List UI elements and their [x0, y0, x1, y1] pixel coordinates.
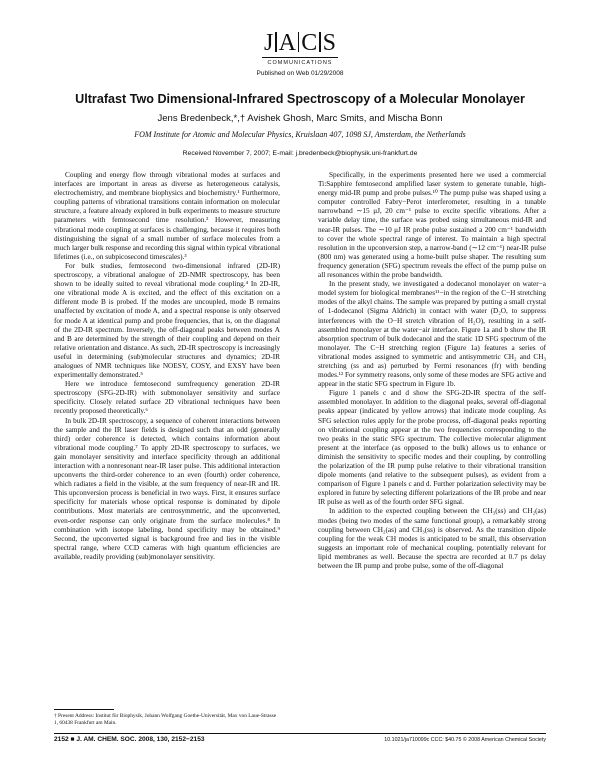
- journal-logo: [262, 30, 338, 66]
- body-paragraph: In the present study, we investigated a dodecanol monolayer on water−a model system for biological membranes¹¹−in the region of the C−H stretching modes of the alkyl chains. The sample was prepared by putting a small crystal of 1-dodecanol (Sigma Aldrich) in contact with water (D₂O, to suppress interferences with the O−H stretch vibration of H₂O), resulting in a self-assembled monolayer at the water−air interface. Figure 1a and b show the IR absorption spectrum of bulk dodecanol and the static 1D SFG spectrum of the monolayer. The C−H stretching region (Figure 1a) features a series of vibrational modes assigned to symmetric and antisymmetric CH₂ and CH₃ stretching (ss and as) perturbed by Fermi resonances (fr) with bending modes.¹² For symmetry reasons, only some of these modes are SFG active and appear in the static SFG spectrum in Figure 1b.: [318, 280, 546, 389]
- body-paragraph: Coupling and energy flow through vibrational modes at surfaces and interfaces are important in areas as diverse as heterogeneous catalysis, electrochemistry, and membrane biophysics and biochemistry.¹ Furthermore, coupling patterns of vibrational transitions contain information on molecular structure, a feature already explored in bulk experiments to measure structure parameters with femtosecond time resolution.² However, measuring vibrational mode coupling at surfaces is challenging, because it requires both distinguishing the signal of a small number of surface molecules from a much larger bulk response and recording this signal within typical vibrational lifetimes (i.e., on subpicosecond timescales).³: [54, 171, 280, 261]
- doi-copyright: 10.1021/ja710099c CCC: $40.75 © 2008 American Chemical Society: [384, 737, 546, 743]
- footnote-divider: [54, 709, 114, 710]
- footer-divider: [54, 733, 546, 734]
- body-paragraph: For bulk studies, femtosecond two-dimensional infrared (2D-IR) spectroscopy, a vibrational analogue of 2D-NMR spectroscopy, has been shown to be ideally suited to reveal vibrational mode coupling.⁴ In 2D-IR, one vibrational mode A is excited, and the effect of this excitation on a different mode B is probed. If the modes are uncoupled, mode B remains unaffected by excitation of mode A, and a spectral response is only observed for mode A at identical pump and probe frequencies, that is, on the diagonal of the 2D-IR spectrum. Inversely, the off-diagonal peaks between modes A and B are determined by the strength of their coupling and depend on their relative orientation and distance. As such, 2D-IR spectroscopy is increasingly useful in determining (sub)molecular structures and dynamics; 2D-IR analogues of NMR techniques like NOESY, COSY, and EXSY have been experimentally demonstrated.⁵: [54, 261, 280, 380]
- author-list: Jens Bredenbeck,*,† Avishek Ghosh, Marc Smits, and Mischa Bonn: [157, 113, 443, 124]
- left-column: [54, 171, 280, 562]
- article-title: Ultrafast Two Dimensional-Infrared Spectroscopy of a Molecular Monolayer: [75, 92, 525, 106]
- jacs-wordmark: J A C S: [264, 30, 336, 56]
- body-paragraph: Figure 1 panels c and d show the SFG-2D-IR spectra of the self-assembled monolayer. In addition to the diagonal peaks, several off-diagonal peaks appear (indicated by yellow arrows) that indicate mode coupling. As SFG selection rules apply for the probe process, off-diagonal peaks reporting on vibrational coupling appear at the two frequencies corresponding to the two peaks in the static SFG spectrum. The collective molecular alignment present at the interface (as opposed to the bulk) allows us to enhance or diminish the sensitivity to specific modes and their coupling, by controlling the polarization of the IR pump pulse relative to their vibrational transition dipole moments (and relative to the subsequent pulses), as evident from a comparison of Figure 1 panels c and d. Further polarization selectivity may be explored in future by selecting different polarizations of the IR probe and near IR pulse as well as of the fourth order SFG signal.: [318, 389, 546, 507]
- logo-subtitle: COMMUNICATIONS: [262, 57, 338, 66]
- body-paragraph: In bulk 2D-IR spectroscopy, a sequence of coherent interactions between the sample and the IR laser fields is designed such that an odd (generally third) order coherence is detected, which contains information about vibrational mode coupling.⁷ To apply 2D-IR spectroscopy to surfaces, we gain monolayer sensitivity and interface specificity through an additional interaction with a nonresonant near-IR laser pulse. This additional interaction upconverts the third-order coherence to an even (fourth) order coherence, which radiates a field in the visible, at the sum frequency of near-IR and IR. This upconversion process is beneficial in two ways. First, it ensures surface specificity for materials whose optical response is dominated by dipole contributions. Most materials are centrosymmetric, and the upconverted, even-order response can only originate from the surface molecules.⁸ In combination with isotope labeling, bond specificity may be obtained.⁹ Second, the upconverted signal is background free and lies in the visible spectral range, where CCD cameras with high quantum efficiencies are available, readily providing (sub)monolayer sensitivity.: [54, 416, 280, 561]
- publication-date: Published on Web 01/29/2008: [256, 70, 344, 77]
- footnote: † Present Address: Institut für Biophysik, Johann Wolfgang Goethe-Universität, Max von Laue-Strasse 1, 60438 Frankfurt am Main.: [54, 713, 277, 726]
- right-column: [318, 171, 546, 571]
- body-paragraph: Specifically, in the experiments presented here we used a commercial Ti:Sapphire femtosecond amplified laser system to generate tunable, high-energy mid-IR pump and probe pulses.¹⁰ The pump pulse was shaped using a computer controlled Fabry−Perot interferometer, resulting in a tunable narrowband ∼15 μJ, 20 cm⁻¹ pulse to excite specific vibrations. After a variable delay time, the surface was probed using simultaneous mid-IR and near-IR pulses. The ∼10 μJ IR probe pulse sustained a 200 cm⁻¹ bandwidth to cover the whole spectral range of interest. To maintain a high spectral resolution in the upconversion step, a narrow-band (∼12 cm⁻¹) near-IR pulse (800 nm) was generated using a home-built pulse shaper. The resulting sum frequency generation (SFG) spectrum reveals the effect of the pump pulse on all resonances within the probe bandwidth.: [318, 171, 546, 280]
- body-paragraph: In addition to the expected coupling between the CH₃(ss) and CH₂(as) modes (being two modes of the same functional group), a remarkably strong coupling between CH₂(as) and CH₃(ss) is observed. As the transition dipole coupling for the weak CH modes is anticipated to be small, this observation suggests an important role of mechanical coupling, potentially relevant for lipid membranes as well. Because the spectra are recorded at 0.7 ps delay between the IR pump and probe pulse, some of the off-diagonal: [318, 507, 546, 571]
- body-paragraph: Here we introduce femtosecond sumfrequency generation 2D-IR spectroscopy (SFG-2D-IR) with submonolayer sensitivity and surface specificity. Closely related surface 2D vibrational techniques have been recently proposed theoretically.⁶: [54, 380, 280, 416]
- page-citation: 2152 ■ J. AM. CHEM. SOC. 2008, 130, 2152−2153: [54, 736, 205, 743]
- received-line: Received November 7, 2007; E-mail: j.bredenbeck@biophysik.uni-frankfurt.de: [182, 150, 418, 157]
- affiliation: FOM Institute for Atomic and Molecular Physics, Kruislaan 407, 1098 SJ, Amsterdam, the Netherlands: [134, 130, 466, 139]
